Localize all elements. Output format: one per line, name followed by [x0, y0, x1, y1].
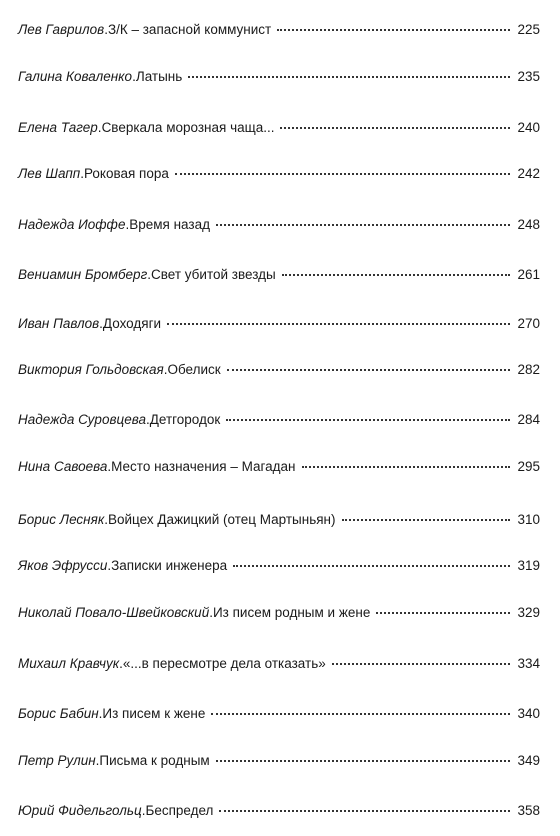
- toc-author: Борис Лесняк: [18, 512, 105, 527]
- toc-separator: .: [95, 753, 100, 768]
- toc-author: Борис Бабин: [18, 706, 99, 721]
- toc-page-number: 242: [517, 166, 540, 181]
- toc-entry: [18, 164, 540, 184]
- dot-leader: [216, 224, 510, 226]
- toc-separator: .: [107, 558, 112, 573]
- dot-leader: [211, 713, 510, 715]
- toc-author: Нина Савоева: [18, 459, 108, 474]
- toc-title: Доходяги: [102, 316, 162, 331]
- toc-separator: .: [125, 217, 130, 232]
- toc-entry: [18, 265, 540, 285]
- dot-leader: [188, 76, 510, 78]
- toc-separator: .: [145, 412, 150, 427]
- toc-author: Лев Гаврилов: [18, 22, 105, 37]
- toc-author: Надежда Суровцева: [18, 412, 146, 427]
- dot-leader: [219, 810, 510, 812]
- dot-leader: [277, 29, 510, 31]
- toc-title: Свет убитой звезды: [151, 267, 276, 282]
- dot-leader: [227, 369, 510, 371]
- dot-leader: [376, 612, 510, 614]
- toc-author: Надежда Иоффе: [18, 217, 126, 232]
- dot-leader: [167, 323, 510, 325]
- toc-title: «...в пересмотре дела отказать»: [122, 656, 326, 671]
- toc-title: Латынь: [135, 69, 183, 84]
- toc-entry: [18, 801, 540, 821]
- toc-title: Из писем к жене: [102, 706, 206, 721]
- toc-page-number: 319: [517, 558, 540, 573]
- toc-separator: .: [163, 362, 168, 377]
- dot-leader: [226, 419, 510, 421]
- toc-title: Место назначения – Магадан: [111, 459, 296, 474]
- toc-author: Галина Коваленко: [18, 69, 133, 84]
- toc-author: Петр Рулин: [18, 753, 96, 768]
- toc-page-number: 225: [517, 22, 540, 37]
- toc-title: Детгородок: [149, 412, 221, 427]
- dot-leader: [342, 519, 511, 521]
- toc-separator: .: [119, 656, 123, 671]
- toc-separator: .: [99, 316, 103, 331]
- toc-page-number: 329: [517, 605, 540, 620]
- toc-entry: [18, 215, 540, 235]
- toc-separator: .: [147, 267, 151, 282]
- toc-entry: [18, 118, 540, 138]
- toc-entry: [18, 20, 540, 40]
- toc-author: Яков Эфрусси: [18, 558, 108, 573]
- dot-leader: [175, 173, 510, 175]
- toc-separator: .: [209, 605, 213, 620]
- toc-title: З/К – запасной коммунист: [107, 22, 272, 37]
- toc-entry: [18, 603, 540, 623]
- toc-entry: [18, 360, 540, 380]
- toc-separator: .: [107, 459, 112, 474]
- toc-separator: .: [132, 69, 136, 84]
- toc-author: Николай Повало-Швейковский: [18, 605, 210, 620]
- toc-page-number: 235: [517, 69, 540, 84]
- toc-page-number: 358: [517, 803, 540, 818]
- toc-page-number: 310: [517, 512, 540, 527]
- toc-entry: [18, 510, 540, 530]
- toc-separator: .: [97, 120, 102, 135]
- toc-title: Обелиск: [167, 362, 221, 377]
- dot-leader: [332, 663, 510, 665]
- toc-title: Из писем родным и жене: [212, 605, 371, 620]
- toc-page-number: 261: [517, 267, 540, 282]
- toc-page-number: 349: [517, 753, 540, 768]
- toc-author: Елена Тагер: [18, 120, 98, 135]
- toc-title: Роковая пора: [83, 166, 169, 181]
- toc-page-number: 240: [517, 120, 540, 135]
- toc-author: Михаил Кравчук: [18, 656, 120, 671]
- toc-separator: .: [141, 803, 146, 818]
- dot-leader: [216, 760, 510, 762]
- toc-entry: [18, 410, 540, 430]
- toc-page-number: 284: [517, 412, 540, 427]
- toc-page-number: 282: [517, 362, 540, 377]
- toc-page-number: 334: [517, 656, 540, 671]
- toc-entry: [18, 704, 540, 724]
- toc-page-number: 270: [517, 316, 540, 331]
- toc-page-number: 340: [517, 706, 540, 721]
- toc-title: Войцех Дажицкий (отец Мартыньян): [107, 512, 336, 527]
- toc-author: Юрий Фидельгольц: [18, 803, 142, 818]
- dot-leader: [280, 127, 510, 129]
- dot-leader: [282, 274, 510, 276]
- toc-separator: .: [98, 706, 103, 721]
- toc-separator: .: [104, 22, 108, 37]
- dot-leader: [302, 466, 510, 468]
- toc-title: Сверкала морозная чаща...: [101, 120, 275, 135]
- toc-entry: [18, 751, 540, 771]
- toc-entry: [18, 67, 540, 87]
- toc-entry: [18, 314, 540, 334]
- toc-entry: [18, 654, 540, 674]
- toc-page-number: 295: [517, 459, 540, 474]
- toc-entry: [18, 457, 540, 477]
- toc-author: Вениамин Бромберг: [18, 267, 148, 282]
- toc-title: Письма к родным: [99, 753, 210, 768]
- toc-title: Записки инженера: [111, 558, 228, 573]
- toc-title: Время назад: [129, 217, 210, 232]
- toc-separator: .: [104, 512, 108, 527]
- toc-author: Лев Шапп: [18, 166, 81, 181]
- toc-entry: [18, 556, 540, 576]
- toc-title: Беспредел: [145, 803, 214, 818]
- toc-author: Иван Павлов: [18, 316, 100, 331]
- toc-separator: .: [80, 166, 84, 181]
- toc-author: Виктория Гольдовская: [18, 362, 164, 377]
- dot-leader: [233, 565, 510, 567]
- toc-page-number: 248: [517, 217, 540, 232]
